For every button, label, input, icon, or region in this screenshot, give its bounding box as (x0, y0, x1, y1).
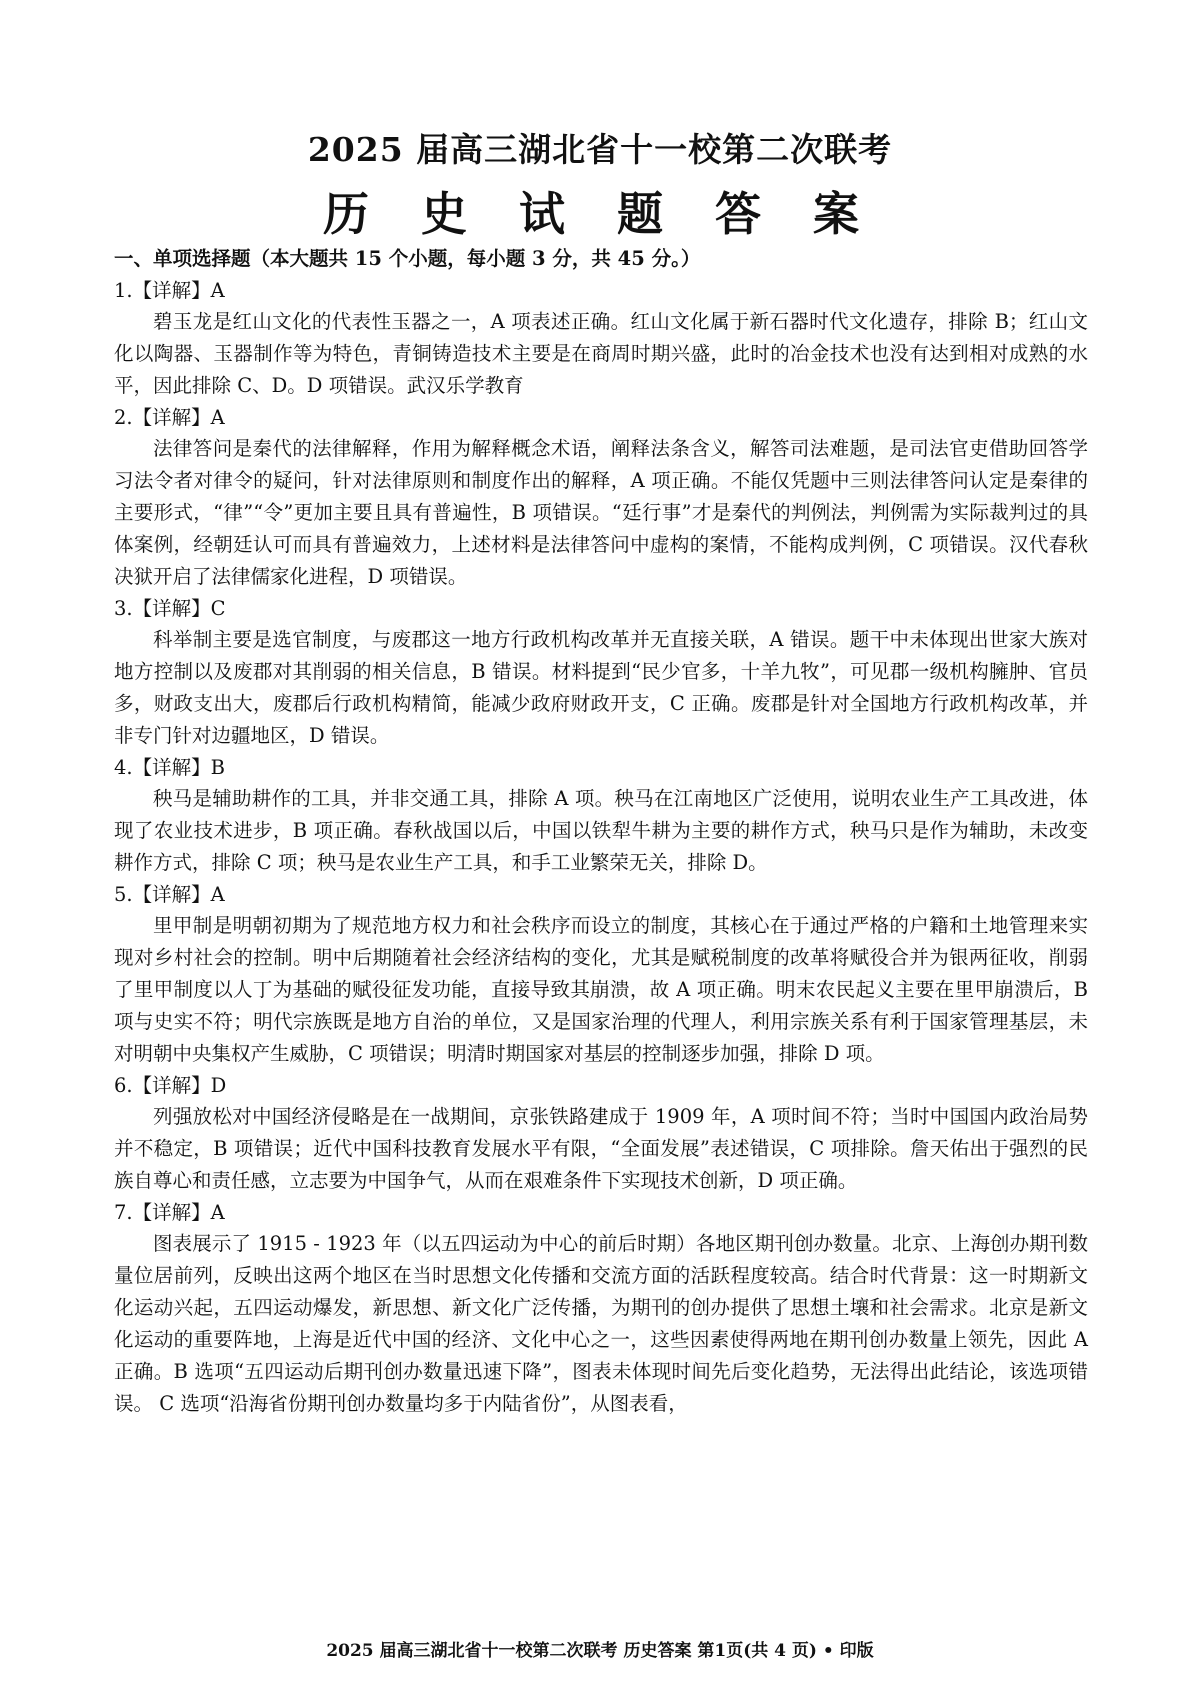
answer-label: 3.【详解】C (114, 597, 226, 620)
answer-list (114, 276, 1088, 1421)
answer-explanation: 法律答问是秦代的法律解释，作用为解释概念术语，阐释法条含义，解答司法难题，是司法官吏借助回答学习法令者对律令的疑问，针对法律原则和制度作出的解释，A 项正确。不能仅凭题中三则法律答问认定是秦律的主要形式，“律”“令”更加主要且具有普遍性，B 项错误。“廷行事”才是秦代的判例法，判例需为实际裁判过的具体案例，经朝廷认可而具有普遍效力，上述材料是法律答问中虚构的案情，不能构成判例，C 项错误。汉代春秋决狱开启了法律儒家化进程，D 项错误。 (114, 437, 1088, 588)
answer-explanation: 碧玉龙是红山文化的代表性玉器之一，A 项表述正确。红山文化属于新石器时代文化遗存，排除 B；红山文化以陶器、玉器制作等为特色，青铜铸造技术主要是在商周时期兴盛，此时的冶金技术也没有达到相对成熟的水平，因此排除 C、D。D 项错误。武汉乐学教育 (114, 310, 1088, 397)
page-footer: 2025 届高三湖北省十一校第二次联考 历史答案 第1页(共 4 页) • 印版 (326, 1641, 874, 1661)
answer-label: 2.【详解】A (114, 406, 225, 429)
answer-explanation: 秧马是辅助耕作的工具，并非交通工具，排除 A 项。秧马在江南地区广泛使用，说明农业生产工具改进，体现了农业技术进步，B 项正确。春秋战国以后，中国以铁犁牛耕为主要的耕作方式，秧马只是作为辅助，未改变耕作方式，排除 C 项；秧马是农业生产工具，和手工业繁荣无关，排除 D。 (114, 787, 1088, 874)
answer-label: 1.【详解】A (114, 279, 225, 302)
exam-title: 2025 届高三湖北省十一校第二次联考 (307, 130, 893, 169)
answer-item-5 (114, 880, 1088, 1070)
answer-label: 6.【详解】D (114, 1074, 227, 1097)
answer-label: 4.【详解】B (114, 756, 225, 779)
answer-explanation: 里甲制是明朝初期为了规范地方权力和社会秩序而设立的制度，其核心在于通过严格的户籍和土地管理来实现对乡村社会的控制。明中后期随着社会经济结构的变化，尤其是赋税制度的改革将赋役合并为银两征收，削弱了里甲制度以人丁为基础的赋役征发功能，直接导致其崩溃，故 A 项正确。明末农民起义主要在里甲崩溃后，B 项与史实不符；明代宗族既是地方自治的单位，又是国家治理的代理人，利用宗族关系有利于国家管理基层，未对明朝中央集权产生威胁，C 项错误；明清时期国家对基层的控制逐步加强，排除 D 项。 (114, 914, 1088, 1065)
answer-item-4 (114, 753, 1088, 879)
answer-item-3 (114, 594, 1088, 752)
answer-explanation: 科举制主要是选官制度，与废郡这一地方行政机构改革并无直接关联，A 错误。题干中未体现出世家大族对地方控制以及废郡对其削弱的相关信息，B 错误。材料提到“民少官多，十羊九牧”，可见郡一级机构臃肿、官员多，财政支出大，废郡后行政机构精简，能减少政府财政开支，C 正确。废郡是针对全国地方行政机构改革，并非专门针对边疆地区，D 错误。 (114, 628, 1088, 747)
answer-explanation: 图表展示了 1915 - 1923 年（以五四运动为中心的前后时期）各地区期刊创办数量。北京、上海创办期刊数量位居前列，反映出这两个地区在当时思想文化传播和交流方面的活跃程度较高。结合时代背景：这一时期新文化运动兴起，五四运动爆发，新思想、新文化广泛传播，为期刊的创办提供了思想土壤和社会需求。北京是新文化运动的重要阵地，上海是近代中国的经济、文化中心之一，这些因素使得两地在期刊创办数量上领先，因此 A 正确。B 选项“五四运动后期刊创办数量迅速下降”，图表未体现时间先后变化趋势，无法得出此结论，该选项错误。 C 选项“沿海省份期刊创办数量均多于内陆省份”，从图表看， (114, 1232, 1088, 1415)
answer-item-2 (114, 403, 1088, 593)
document-title: 历 史 试 题 答 案 (322, 187, 878, 241)
answer-item-1 (114, 276, 1088, 402)
answer-explanation: 列强放松对中国经济侵略是在一战期间，京张铁路建成于 1909 年，A 项时间不符；当时中国国内政治局势并不稳定，B 项错误；近代中国科技教育发展水平有限，“全面发展”表述错误，C 项排除。詹天佑出于强烈的民族自尊心和责任感，立志要为中国争气，从而在艰难条件下实现技术创新，D 项正确。 (114, 1105, 1088, 1192)
section-heading: 一、单项选择题（本大题共 15 个小题，每小题 3 分，共 45 分。） (114, 247, 701, 270)
answer-label: 7.【详解】A (114, 1201, 225, 1224)
answer-item-6 (114, 1071, 1088, 1197)
answer-label: 5.【详解】A (114, 883, 225, 906)
answer-item-7 (114, 1198, 1088, 1420)
